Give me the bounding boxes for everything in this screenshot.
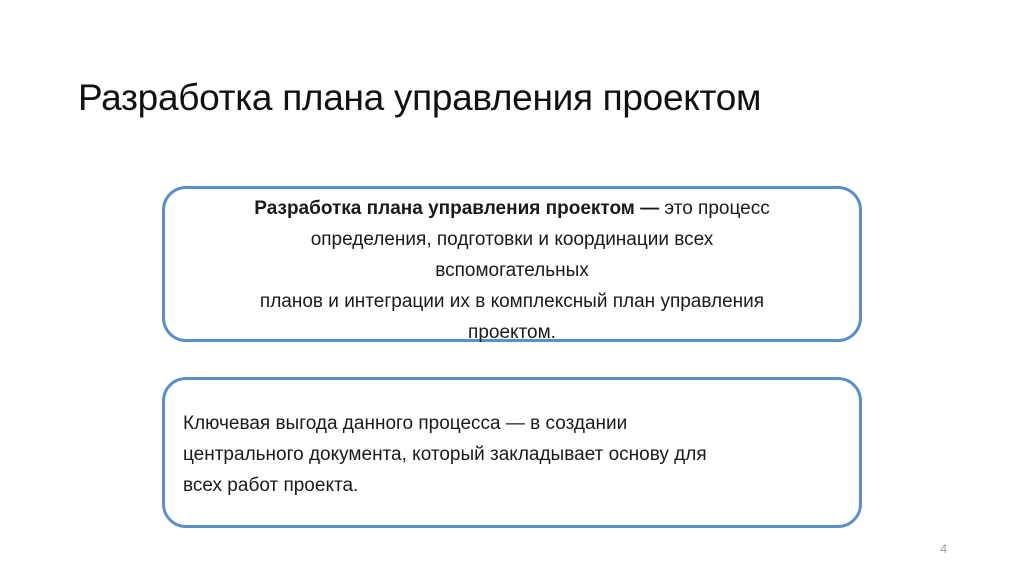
definition-box (162, 186, 862, 342)
definition-term: Разработка плана управления проектом — (254, 198, 660, 219)
definition-line-3: вспомогательных (435, 260, 589, 281)
definition-line-4: планов и интеграции их в комплексный план управления (259, 291, 765, 312)
definition-line-1 (183, 193, 841, 224)
slide-title: Разработка плана управления проектом (78, 76, 762, 118)
benefit-box (162, 377, 862, 528)
benefit-line-3: всех работ проекта. (183, 475, 359, 496)
benefit-line-2: центрального документа, который закладывает основу для (183, 444, 707, 465)
definition-line-1-rest: это процесс (659, 198, 770, 219)
benefit-line-1: Ключевая выгода данного процесса — в создании (183, 413, 628, 434)
definition-line-2: определения, подготовки и координации всех (310, 229, 714, 250)
definition-line-5: проектом. (468, 322, 556, 343)
page-number: 4 (940, 542, 947, 556)
